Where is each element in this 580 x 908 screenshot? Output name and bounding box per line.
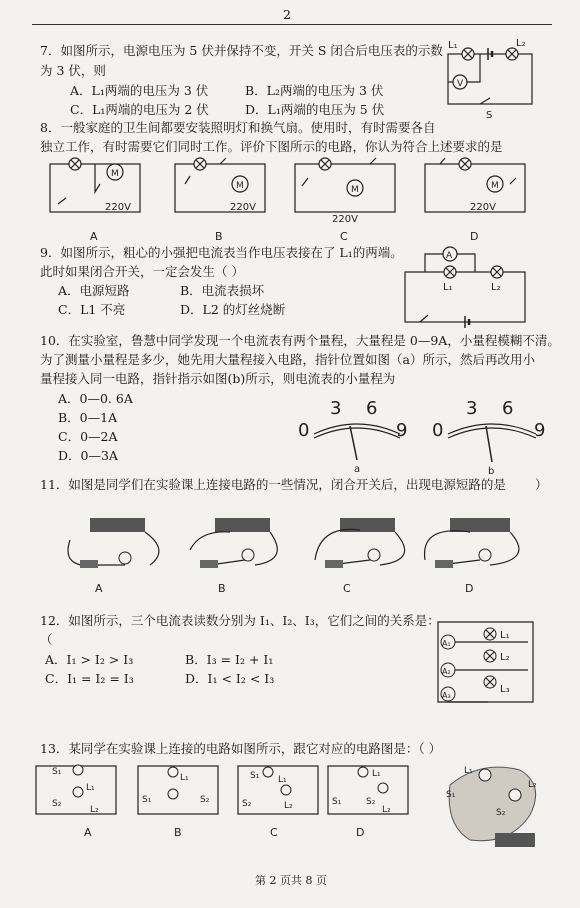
q7-stem-line1: 7．如图所示，电源电压为 5 伏并保持不变，开关 S 闭合后电压表的示数: [40, 43, 443, 58]
q13-wiring-photo: [440, 755, 550, 855]
q13-circuit-d: [328, 766, 408, 815]
q9-option-b: B．电流表损坏: [180, 283, 265, 298]
q8-stem-line1: 8．一般家庭的卫生间都要安装照明灯和换气扇。使用时，有时需要各自: [40, 120, 436, 135]
svg-text:L₁: L₁: [278, 775, 287, 785]
lamp-icon: [509, 789, 521, 801]
q13-stem: 13．某同学在实验课上连接的电路如图所示，跟它对应的电路图是：（ ）: [40, 741, 442, 756]
svg-text:L₁: L₁: [443, 282, 453, 293]
q7-fig-switch: S: [486, 110, 493, 121]
q12-option-a: A．I₁ > I₂ > I₃: [45, 652, 134, 667]
q11-setup-d: [425, 518, 519, 568]
q7-stem-line2: 为 3 伏，则: [40, 63, 106, 78]
svg-text:9: 9: [396, 420, 408, 441]
svg-text:9: 9: [534, 420, 546, 441]
q11-wiring-figure: [40, 510, 540, 595]
q13-circuits-figure: [28, 760, 428, 840]
q11-stem: 11．如图是同学们在实验课上连接电路的一些情况，闭合开关后，出现电源短路的是: [40, 477, 506, 492]
svg-text:S₁: S₁: [446, 790, 456, 800]
svg-text:M: M: [351, 185, 359, 195]
q7-option-a: A．L₁两端的电压为 3 伏: [70, 83, 209, 98]
svg-text:M: M: [111, 169, 119, 179]
q10-option-d: D．0—3A: [58, 448, 118, 463]
svg-text:220V: 220V: [332, 214, 358, 225]
svg-text:L₂: L₂: [491, 282, 501, 293]
svg-text:220V: 220V: [230, 202, 256, 213]
svg-text:S₂: S₂: [200, 795, 210, 805]
svg-text:D: D: [356, 826, 365, 839]
q12-option-c: C．I₁ = I₂ = I₃: [45, 671, 134, 686]
svg-text:S₁: S₁: [52, 767, 62, 777]
svg-text:6: 6: [502, 398, 514, 419]
q8-stem-line2: 独立工作，有时需要它们同时工作。评价下图所示的电路，你认为符合上述要求的是: [40, 139, 503, 154]
svg-text:A: A: [95, 582, 103, 595]
svg-text:D: D: [465, 582, 474, 595]
q12-bracket: （: [40, 632, 53, 647]
svg-text:L₂: L₂: [284, 801, 293, 811]
svg-text:0: 0: [298, 420, 310, 441]
q8-choice-c: C: [340, 230, 348, 243]
svg-text:L₁: L₁: [180, 773, 189, 783]
q9-option-a: A．电源短路: [58, 283, 130, 298]
q10-option-c: C．0—2A: [58, 429, 118, 444]
svg-text:S₂: S₂: [496, 808, 506, 818]
svg-text:220V: 220V: [105, 202, 131, 213]
q7-option-c: C．L₁两端的电压为 2 伏: [70, 102, 209, 117]
q7-fig-l2: L₂: [516, 38, 526, 49]
q12-option-d: D．I₁ < I₂ < I₃: [185, 671, 275, 686]
q9-option-c: C．L1 不亮: [58, 302, 126, 317]
svg-text:6: 6: [366, 398, 378, 419]
svg-text:a: a: [354, 464, 361, 475]
svg-text:220V: 220V: [470, 202, 496, 213]
svg-text:A₃: A₃: [442, 691, 451, 700]
q7-fig-l1: L₁: [448, 40, 458, 51]
q7-circuit-figure: [440, 38, 540, 122]
q11-setup-a: [68, 518, 159, 568]
q10-stem-line2: 为了测量小量程是多少，她先用大量程接入电路，指针位置如图（a）所示，然后再改用小: [40, 352, 535, 367]
q12-circuit-figure: [428, 612, 548, 712]
q8-choice-b: B: [215, 230, 223, 243]
svg-text:S₂: S₂: [52, 799, 62, 809]
q7-option-d: D．L₁两端的电压为 5 伏: [245, 102, 385, 117]
q11-bracket: ）: [535, 477, 548, 492]
q13-circuit-a: [36, 765, 116, 815]
lamp-icon: [479, 769, 491, 781]
svg-text:L₁: L₁: [372, 769, 381, 779]
q9-circuit-figure: [395, 240, 535, 330]
svg-text:M: M: [491, 181, 499, 191]
page-footer: 第 2 页共 8 页: [255, 874, 327, 887]
svg-text:A₂: A₂: [442, 667, 451, 676]
q12-stem: 12．如图所示，三个电流表读数分别为 I₁、I₂、I₃，它们之间的关系是：: [40, 613, 440, 628]
svg-text:L₂: L₂: [90, 805, 99, 815]
svg-text:S₁: S₁: [332, 797, 342, 807]
q11-setup-b: [190, 518, 277, 568]
svg-text:L₂: L₂: [382, 805, 391, 815]
svg-text:L₁: L₁: [464, 766, 473, 776]
q10-stem-line1: 10．在实验室，鲁慧中同学发现一个电流表有两个量程，大量程是 0—9A，小量程模糊不清。: [40, 333, 560, 348]
svg-text:3: 3: [466, 398, 478, 419]
q8-choice-d: D: [470, 230, 479, 243]
svg-text:L₂: L₂: [500, 652, 510, 663]
svg-text:3: 3: [330, 398, 342, 419]
q7-fig-meter: V: [457, 79, 464, 89]
q8-circuits-figure: [40, 156, 540, 246]
svg-text:S₂: S₂: [366, 797, 376, 807]
svg-text:M: M: [236, 181, 244, 191]
q9-stem-line2: 此时如果闭合开关，一定会发生（ ）: [40, 264, 244, 279]
svg-text:L₁: L₁: [500, 630, 510, 641]
q13-circuit-c: [238, 766, 318, 814]
svg-text:L₂: L₂: [528, 780, 537, 790]
svg-text:B: B: [218, 582, 226, 595]
svg-text:A: A: [446, 251, 453, 261]
svg-text:S₁: S₁: [250, 771, 260, 781]
svg-text:B: B: [174, 826, 182, 839]
svg-text:S₁: S₁: [142, 795, 152, 805]
q12-option-b: B．I₃ = I₂ + I₁: [185, 652, 274, 667]
q8-choice-a: A: [90, 230, 98, 243]
q11-setup-c: [315, 518, 405, 568]
svg-text:C: C: [270, 826, 278, 839]
svg-text:L₃: L₃: [500, 684, 510, 695]
page-number: 2: [283, 7, 291, 22]
q10-option-a: A．0—0. 6A: [58, 391, 133, 406]
q9-stem-line1: 9．如图所示，粗心的小强把电流表当作电压表接在了 L₁的两端。: [40, 245, 403, 260]
q10-option-b: B．0—1A: [58, 410, 118, 425]
svg-text:A: A: [84, 826, 92, 839]
q10-dials-figure: [292, 390, 552, 480]
svg-text:S₂: S₂: [242, 799, 252, 809]
svg-text:L₁: L₁: [86, 783, 95, 793]
q7-option-b: B．L₂两端的电压为 3 伏: [245, 83, 384, 98]
svg-text:A₁: A₁: [442, 639, 451, 648]
svg-text:b: b: [488, 466, 495, 477]
svg-text:C: C: [343, 582, 351, 595]
q10-stem-line3: 量程接入同一电路，指针指示如图(b)所示，则电流表的小量程为: [40, 371, 396, 386]
q13-circuit-b: [138, 766, 218, 814]
q9-option-d: D．L2 的灯丝烧断: [180, 302, 286, 317]
header-rule: [32, 24, 552, 25]
svg-text:0: 0: [432, 420, 444, 441]
